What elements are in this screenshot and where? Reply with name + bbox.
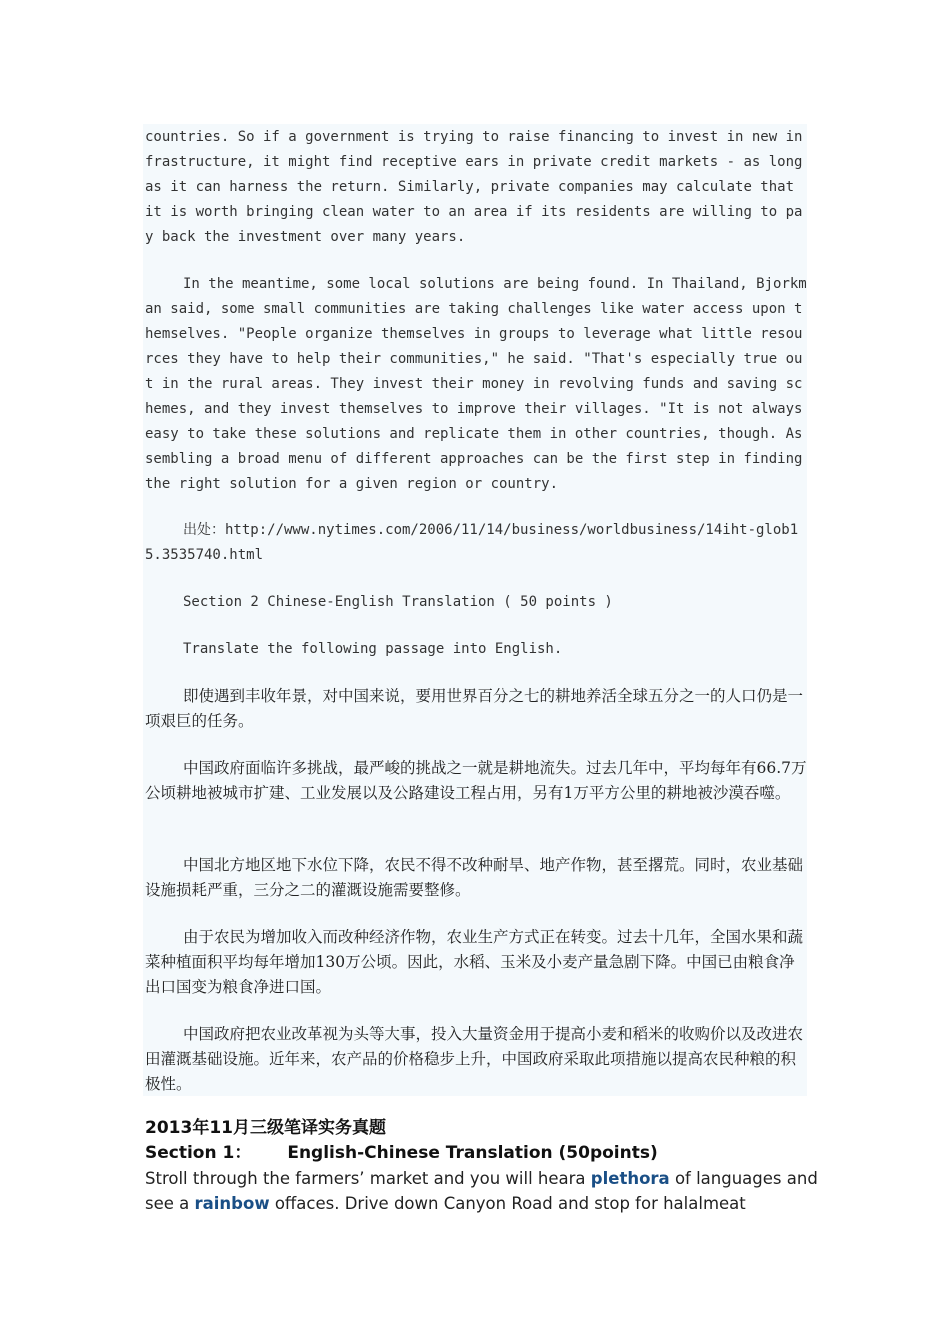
keyword-rainbow: rainbow bbox=[194, 1194, 270, 1213]
chinese-paragraph-3: 中国北方地区地下水位下降，农民不得不改种耐旱、地产作物，甚至撂荒。同时，农业基础设施损耗严重，三分之二的灌溉设施需要整修。 bbox=[145, 856, 804, 899]
passage-text-b: of languages and see a bbox=[145, 1169, 818, 1213]
chinese-paragraph-4: 由于农民为增加收入而改种经济作物，农业生产方式正在转变。过去十几年，全国水果和蔬菜种植面积平均每年增加130万公顷。因此，水稻、玉米及小麦产量急剧下降。中国已由粮食净出口国变为粮食净进口国。 bbox=[145, 928, 804, 996]
keyword-plethora: plethora bbox=[590, 1169, 670, 1188]
exam-heading: 2013年11月三级笔译实务真题 bbox=[145, 1118, 386, 1138]
chinese-paragraph-1: 即使遇到丰收年景，对中国来说，要用世界百分之七的耕地养活全球五分之一的人口仍是一项艰巨的任务。 bbox=[145, 687, 804, 730]
section1-label: Section 1： bbox=[145, 1143, 252, 1163]
english-paragraph-1: countries. So if a government is trying to raise financing to invest in new infrastructure, it might find receptive ears in private credit markets - as long as it can harness the return. Similarly, private companies may calculate that it is worth bringing clean water to an area if its residents are willing to pay back the investment over many years. bbox=[145, 129, 803, 245]
source-line: 出处：http://www.nytimes.com/2006/11/14/business/worldbusiness/14iht-glob15.3535740.html bbox=[145, 522, 799, 563]
passage-text-c: offaces. Drive down Canyon Road and stop for halalmeat bbox=[269, 1194, 746, 1213]
chinese-paragraph-5: 中国政府把农业改革视为头等大事，投入大量资金用于提高小麦和稻米的收购价以及改进农田灌溉基础设施。近年来，农产品的价格稳步上升，中国政府采取此项措施以提高农民种粮的积极性。 bbox=[145, 1025, 804, 1093]
chinese-paragraph-2: 中国政府面临许多挑战，最严峻的挑战之一就是耕地流失。过去几年中，平均每年有66.7万公顷耕地被城市扩建、工业发展以及公路建设工程占用，另有1万平方公里的耕地被沙漠吞噬。 bbox=[145, 759, 807, 802]
section1-title: English-Chinese Translation (50points) bbox=[287, 1143, 658, 1163]
exam-passage-paragraph bbox=[145, 1166, 825, 1216]
passage-text-a: Stroll through the farmers’ market and you will heara bbox=[145, 1169, 591, 1188]
english-paragraph-2: In the meantime, some local solutions are being found. In Thailand, Bjorkman said, some small communities are taking challenges like water access upon themselves. "People organize themselves in groups to leverage what little resources they have to help their communities," he said. "That's especially true out in the rural areas. They invest their money in revolving funds and saving schemes, and they invest themselves to improve their villages. "It is not always easy to take these solutions and replicate them in other countries, though. Assembling a broad menu of different approaches can be the first step in finding the right solution for a given region or country. bbox=[145, 276, 807, 492]
section1-heading bbox=[145, 1141, 825, 1166]
section2-instruction: Translate the following passage into English. bbox=[183, 641, 563, 657]
section2-title: Section 2 Chinese-English Translation ( 50 points ) bbox=[183, 594, 613, 610]
